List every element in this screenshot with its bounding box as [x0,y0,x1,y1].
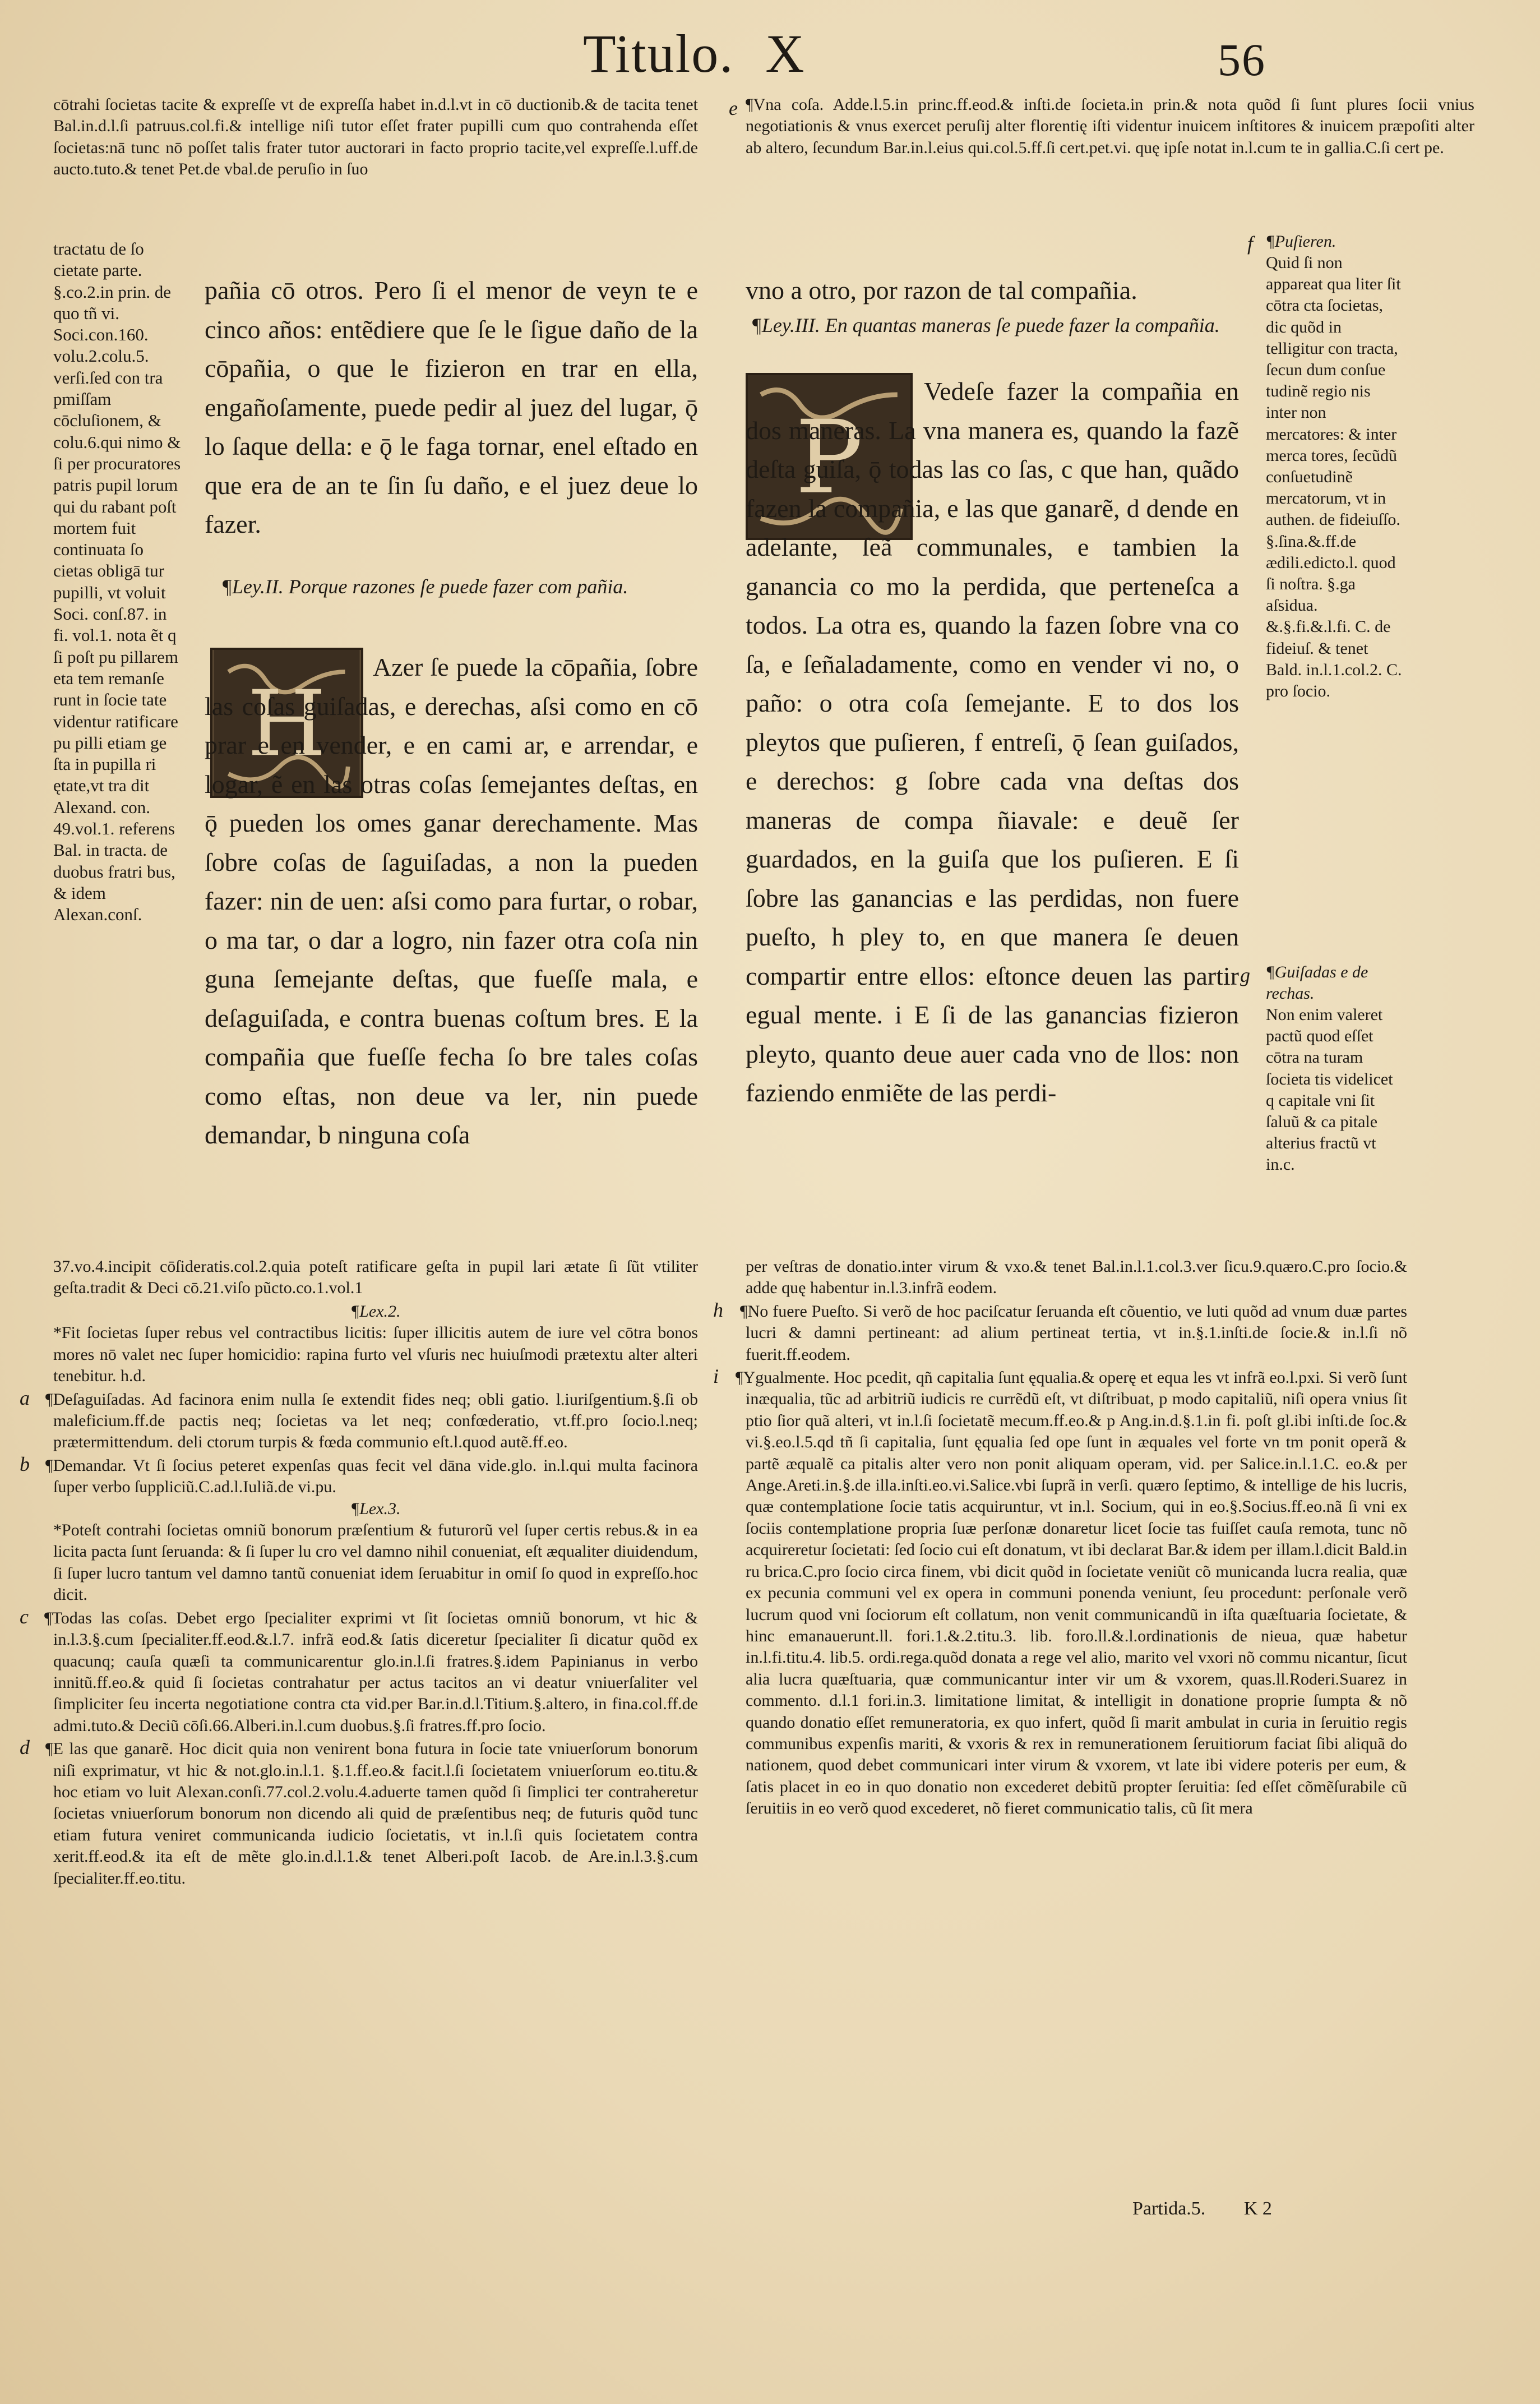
main-text-right-top: vno a otro, por razon de tal compañia. [746,276,1137,304]
gloss-h: h ¶No fuere Pueſto. Si verõ de hoc paciſcatur ſeruanda eſt cõuentio, ve luti quõd ad vnum duæ partes lucri & damni pertineant: ad alium pertineat tertia, vt in.§.1.inſti.de ſocie.& in.l.ſi nõ fuerit.ff.eodem. [713,1298,1407,1364]
gloss-i: i ¶Ygualmente. Hoc pcedit, qñ capitalia ſunt ęqualia.& operę et equa les vt infrã eo.l.pxi. Si verõ ſunt inæqualia, tũc ad arbitriũ iudicis re currẽdũ eſt, vt diſtribuat, p modo capitaliũ, niſi opera vnius ſit ptio ſior quã alteri, vt in.l.ſi ſocietatẽ mecum.ff.eo.& p Ang.in.d.§.1.in fi. poſt gl.ibi inſti.de ſoc.& vi.§.eo.l.5.qd tñ ſi capitalia, ſunt ęqualia ſed ope ſunt in æquales vel forte vn tm ponit operã & partẽ æqualẽ ca pitalis alter vero non ponit aliquam operam, vid. per Salice.in.l.1.C. eo.& per Ange.Areti.in.§.de illa.inſti.eo.vi.Salice.vbi ſuprã in verſi. quæro ſeptimo, & intellige de his lucris, quæ contemplatione ſocie tatis acquiruntur, vt in.l. Socium, qui in eo.§.Socius.ff.eo.nã ſi vni ex ſociis contemplatione propria ſuæ perſonæ donaretur licet ſocie tas fuiſſet cauſa remota, tunc nõ acquireretur ſocietati: ſed ſocio cui eſt donatum, vt ibi declarat Bar.& idem per illam.l.dicit Bald.in ru brica.C.pro ſocio circa finem, vbi dicit quõd in ſocietate veniũt cõ municanda lucra realia, quæ ex pecunia communi vel ex opera in communi ponenda veniunt, ſeu procedunt: perſonale verõ lucrum quod vni ſociorum eſt collatum, non venit communicandũ in iſta quæſtuaria ſocietate, & hinc emanauerunt.ll. fori.1.&.2.titu.3. lib. foro.ll.&.l.ordinationis de nieua, quæ habetur in.l.fi.titu.4. lib.5. ordi.rega.quõd donata a rege vel alio, marito vel vxori nõ commu nicantur, ſicut alia lucra quæſtuaria, quæ communicantur inter vir um & vxorem, quas.ll.Roderi.Suarez in commento. d.l.1 fori.in.3. limitatione limitat, & intelligit in donatione proprie ſumpta & nõ quando donatio eſſet remuneratoria, ex quo infert, quõd ſi marit ambulat in curia in ſeruitio regis communibus expenſis mariti, & vxoris & rex in remunerationem ſeruitiorum faciat ſibi aliquã do nationem, quod debet communicari inter virum & vxorem, vt late ibi videre poteris per eum, & ſatis placet in eo in quo donatio non excederet debitũ propter ſeruitia: ſed eſſet cõmẽſurabile cũ ſeruitiis in eo verõ quod excederet, nõ fieret communicatio talis, cũ ſit mera [713,1365,1407,1818]
gloss-bottom-left [20,1301,698,1889]
gloss-a: a ¶Deſaguiſadas. Ad facinora enim nulla ſe extendit fides neq; obli gatio. l.iuriſgentium.§.ſi ob maleficium.ff.de pactis neq; ſocietas va let neq; confœderatio, vt.ff.pro ſocio.l.neq; prætermittendum. deli ctorum turpis & fœda communio eſt.l.quod autẽ.ff.eo. [20,1386,698,1452]
svg-text:H: H [247,671,326,777]
svg-text:P: P [795,399,863,516]
gloss-b: b ¶Demandar. Vt ſi ſocius peteret expenſas quas fecit vel dāna vide.glo. in.l.qui multa facinora ſuper verbo ſuppliciũ.C.ad.l.Iuliã.de vi.pu. [20,1452,698,1497]
gloss-f: ¶Puſieren. Quid ſi non appareat qua liter ſit cōtra cta ſocietas, dic quõd in telligitur con tracta, ſecun dum conſue tudinẽ regio nis inter non mercatores: & inter merca tores, ſecũdũ conſuetudinẽ mercatorum, vt in authen. de fideiuſſo. §.ſina.&.ff.de ædili.edicto.l. quod ſi noſtra. §.ga aſsidua. &.§.fi.&.l.fi. C. de fideiuſ. & tenet Bald. in.l.1.col.2. C. pro ſocio. [1266,232,1402,701]
ley2-heading: ¶Ley.II. Porque razones ſe puede fazer com pañia. [221,575,628,598]
gloss-bottom-right [713,1256,1407,1820]
gloss-g: ¶Guiſadas e de rechas. Non enim valeret pactũ quod eſſet cōtra na turam ſocieta tis videlicet q capitale vni ſit ſaluũ & ca pitale alterius fractũ vt in.c. [1266,963,1393,1174]
ley3-heading: ¶Ley.III. En quantas maneras ſe puede fazer la compañia. [751,314,1220,336]
gloss-left-margin: tractatu de ſo cietate parte. §.co.2.in prin. de quo tñ vi. Soci.con.160. volu.2.colu.5. verſi.ſed con tra pmiſſam cōcluſionem, & colu.6.qui nimo & ſi per procuratores patris pupil lorum qui du rabant poſt mortem fuit continuata ſo cietas obligā tur pupilli, vt voluit Soci. conſ.87. in fi. vol.1. nota ẽt q ſi poſt pu pillarem eta tem remanſe runt in ſocie tate videntur ratificare pu pilli etiam ge ſta in pupilla ri ętate,vt tra dit Alexand. con. 49.vol.1. referens Bal. in tracta. de duobus fratri bus, & idem Alexan.conſ. [53,239,181,925]
folio-number: 56 [1218,34,1266,85]
lex2-summary: *Fit ſocietas ſuper rebus vel contractibus licitis: ſuper illicitis autem de iure vel cōtra bonos mores nō valet nec ſuper homicidio: rapina furto vel vſuris nec huiuſmodi prætextu alter alteri tenebitur. h.d. [53,1323,698,1386]
gloss-d: d ¶E las que ganarẽ. Hoc dicit quia non venirent bona futura in ſocie tate vniuerſorum bonorum niſi exprimatur, vt hic & not.glo.in.l.1. §.1.ff.eo.& facit.l.ſi ſocietatem vniuerſorum eo.titu.& hoc etiam vo luit Alexan.conſi.77.col.2.volu.4.aduerte tamen quõd ſi ſimplici ter contraheretur ſocietas vniuerſorum bonorum non dicendo ali quid de præſentibus neq; de futuris quõd tunc etiam futura veniret communicanda iudicio ſocietatis, vt in.l.ſi quis ſocietatem contra xerit.ff.eod.& ita eſt de mẽte glo.in.d.l.1.& tenet Alberi.poſt Iacob. de Are.in.l.3.§.cum ſpecialiter.ff.eo.titu. [20,1736,698,1888]
gloss-letter-e: e [729,97,738,119]
main-text-left-top: pañia cō otros. Pero ſi el menor de veyn te e cinco años: entẽdiere que ſe le ſigue daño de la cōpañia, o que le fizieron en trar en ella, engañoſamente, puede pedir al juez del lugar, ǭ lo ſaque della: e ǭ le faga tornar, enel eſtado en que era de an te ſin ſu daño, e el juez deue lo fazer. [205,276,698,538]
lex3-label: ¶Lex.3. [350,1499,401,1518]
running-title: Titulo. X [583,24,806,84]
gloss-continuation: per veſtras de donatio.inter virum & vxo.& tenet Bal.in.l.1.col.3.ver ſicu.9.quæro.C.pro ſocio.& adde quę habentur in.l.3.infrã eodem. [746,1257,1407,1298]
ley3-text: Vedeſe fazer la compañia en dos maneras. La vna manera es, quando la fazẽ deſta guiſa, ǭ todas las co ſas, c que han, quãdo fazen la compañia, e las que ganarẽ, d dende en adelante, ſeã communales, e tambien la ganancia co mo la perdida, que perteneſca a todos. La otra es, quando la fazen ſobre vna co ſa, e ſeñaladamente, como en vender vi no, o paño: o otra coſa ſemejante. E to dos los pleytos que puſieren, f entreſi, ǭ ſean guiſados, e derechos: g ſobre cada vna deſtas dos maneras de compa ñiavale: e deuẽ ſer guardados, en la guiſa que los puſieren. E ſi ſobre las ganancias e las perdidas, non fuere pueſto, h pley to, en que manera ſe deuen compartir entre ellos: eſtonce deuen las partir egual mente. i E ſi de las ganancias fizieron pleyto, quanto deue auer cada vno de llos: non faziendo enmiẽte de las perdi- [746,377,1239,1107]
gloss-letter-f: f [1247,232,1254,255]
lex2-label: ¶Lex.2. [350,1302,401,1321]
gloss-e: ¶Vna coſa. Adde.l.5.in princ.ff.eod.& inſti.de ſocieta.in prin.& nota quõd ſi ſunt plures ſocii vnius negotiationis & vnus exercet peruſij alter florentię iſti videntur inuicem inſtitores & inuicem præpoſiti alter ab altero, ſecundum Bar.in.l.eius qui.col.5.ff.ſi cert.pet.vi. quę ipſe notat in.l.cum te in gallia.C.ſi cert pe. [746,95,1474,157]
gloss-left-continuation: 37.vo.4.incipit cōſideratis.col.2.quia poteſt ratificare geſta in pupil lari ætate ſi ſũt vtiliter geſta.tradit & Deci cō.21.viſo pũcto.co.1.vol.1 [53,1257,698,1298]
signature-mark: Partida.5. K 2 [1132,2198,1272,2219]
gloss-c: c ¶Todas las coſas. Debet ergo ſpecialiter exprimi vt ſit ſocietas omniũ bonorum, vt hic & in.l.3.§.cum ſpecialiter.ff.eod.&.l.7. infrã eod.& ſatis diceretur ſpecialiter ſi dicatur quõd ex quacunq; cauſa quæſi ta communicarentur glo.in.l.ſi fratres.§.idem Papinianus in verbo innitũ.ff.eo.& quid ſi ſocietas contrahatur per actus tacitos an vi deatur vniuerſaliter vel ſimpliciter ſeu incerta negotiatione contra cta vid.per Bar.in.d.l.Titium.§.altero, in fina.col.ff.de admi.tuto.& Deciũ cōſi.66.Alberi.in.l.cum duobus.§.ſi fratres.ff.pro ſocio. [20,1605,698,1735]
lex3-summary: *Poteſt contrahi ſocietas omniũ bonorum præſentium & futurorũ vel ſuper certis rebus.& in ea licita pacta ſunt ſeruanda: & ſi ſuper lu cro vel damno nihil conueniat, eſt æqualiter diuidendum, ſi ſuper lucro tantum vel damno tantũ conueniat idem ſeruabitur in omiſ ſo quod in expreſſo.hoc dicit. [53,1521,698,1604]
gloss-letter-g: g [1240,964,1250,986]
ley2-text: Azer ſe puede la cōpañia, ſobre las coſas guiſadas, e derechas, aſsi como en cō prar e en vender, e en cami ar, e arrendar, e logar, ẽ en las otras coſas ſemejantes deſtas, en ǭ pueden los omes ganar derechamente. Mas ſobre coſas de ſaguiſadas, a non la pueden fazer: nin de uen: aſsi como para furtar, o robar, o ma tar, o dar a logro, nin fazer otra coſa nin guna ſemejante deſtas, que fueſſe mala, e deſaguiſada, e contra buenas coſtum bres. E la compañia que fueſſe fecha ſo bre tales coſas como eſtas, non deue va ler, nin puede demandar, b ninguna coſa [205,653,698,1149]
gloss-top-left: cōtrahi ſocietas tacite & expreſſe vt de expreſſa habet in.d.l.vt in cō ductionib.& de tacita tenet Bal.in.d.l.ſi patruus.col.fi.& intellige niſi tutor eſſet frater pupilli cum quo contrahenda eſſet ſocietas:nā tunc nō poſſet talis frater tutor auctorari in facto proprio tacite,vel expreſſe.l.uff.de aucto.tuto.& tenet Pet.de vbal.de peruſio in ſuo [53,95,698,179]
